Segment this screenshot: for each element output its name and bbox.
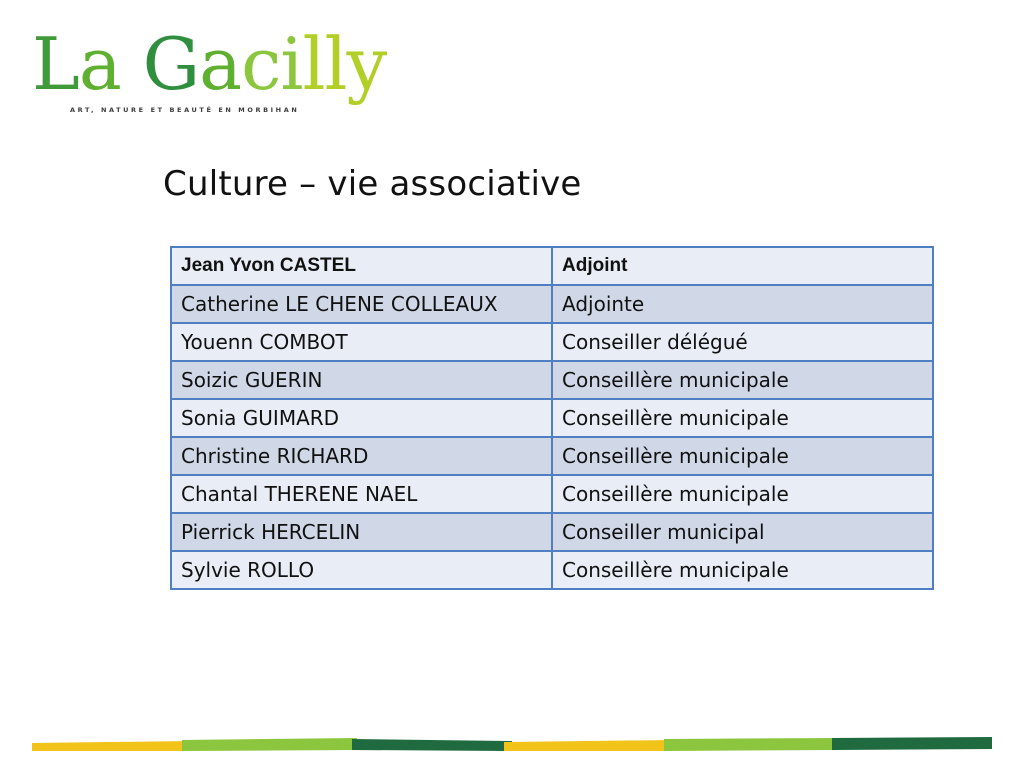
logo-wordmark: La Gacilly	[32, 22, 387, 106]
table-row	[171, 323, 933, 361]
member-name: Sonia GUIMARD	[171, 399, 552, 437]
logo-tagline: ART, NATURE ET BEAUTÉ EN MORBIHAN	[70, 106, 300, 114]
member-name: Catherine LE CHENE COLLEAUX	[171, 285, 552, 323]
member-role: Adjointe	[552, 285, 933, 323]
member-role: Conseillère municipale	[552, 551, 933, 589]
member-role: Conseillère municipale	[552, 361, 933, 399]
table-row	[171, 513, 933, 551]
members-table	[170, 246, 934, 590]
table-row	[171, 399, 933, 437]
table-row	[171, 437, 933, 475]
stripe-green-light-left	[182, 738, 357, 751]
member-role: Conseiller délégué	[552, 323, 933, 361]
stripe-green-dark-right	[832, 737, 992, 750]
member-role: Conseillère municipale	[552, 437, 933, 475]
member-name: Jean Yvon CASTEL	[171, 247, 552, 285]
stripe-yellow-left	[32, 741, 192, 751]
member-role: Conseillère municipale	[552, 475, 933, 513]
stripe-green-light-right	[664, 738, 838, 751]
member-name: Soizic GUERIN	[171, 361, 552, 399]
table-row	[171, 285, 933, 323]
stripe-green-dark-left	[352, 739, 512, 751]
member-role: Adjoint	[552, 247, 933, 285]
la-gacilly-logo	[32, 22, 402, 122]
member-name: Pierrick HERCELIN	[171, 513, 552, 551]
member-name: Youenn COMBOT	[171, 323, 552, 361]
member-name: Christine RICHARD	[171, 437, 552, 475]
stripe-yellow-right	[504, 740, 672, 751]
table-row	[171, 551, 933, 589]
member-role: Conseillère municipale	[552, 399, 933, 437]
table-row	[171, 247, 933, 285]
decorative-footer-stripe	[32, 735, 992, 753]
member-role: Conseiller municipal	[552, 513, 933, 551]
member-name: Chantal THERENE NAEL	[171, 475, 552, 513]
member-name: Sylvie ROLLO	[171, 551, 552, 589]
table-row	[171, 475, 933, 513]
page-title: Culture – vie associative	[163, 164, 582, 204]
table-row	[171, 361, 933, 399]
